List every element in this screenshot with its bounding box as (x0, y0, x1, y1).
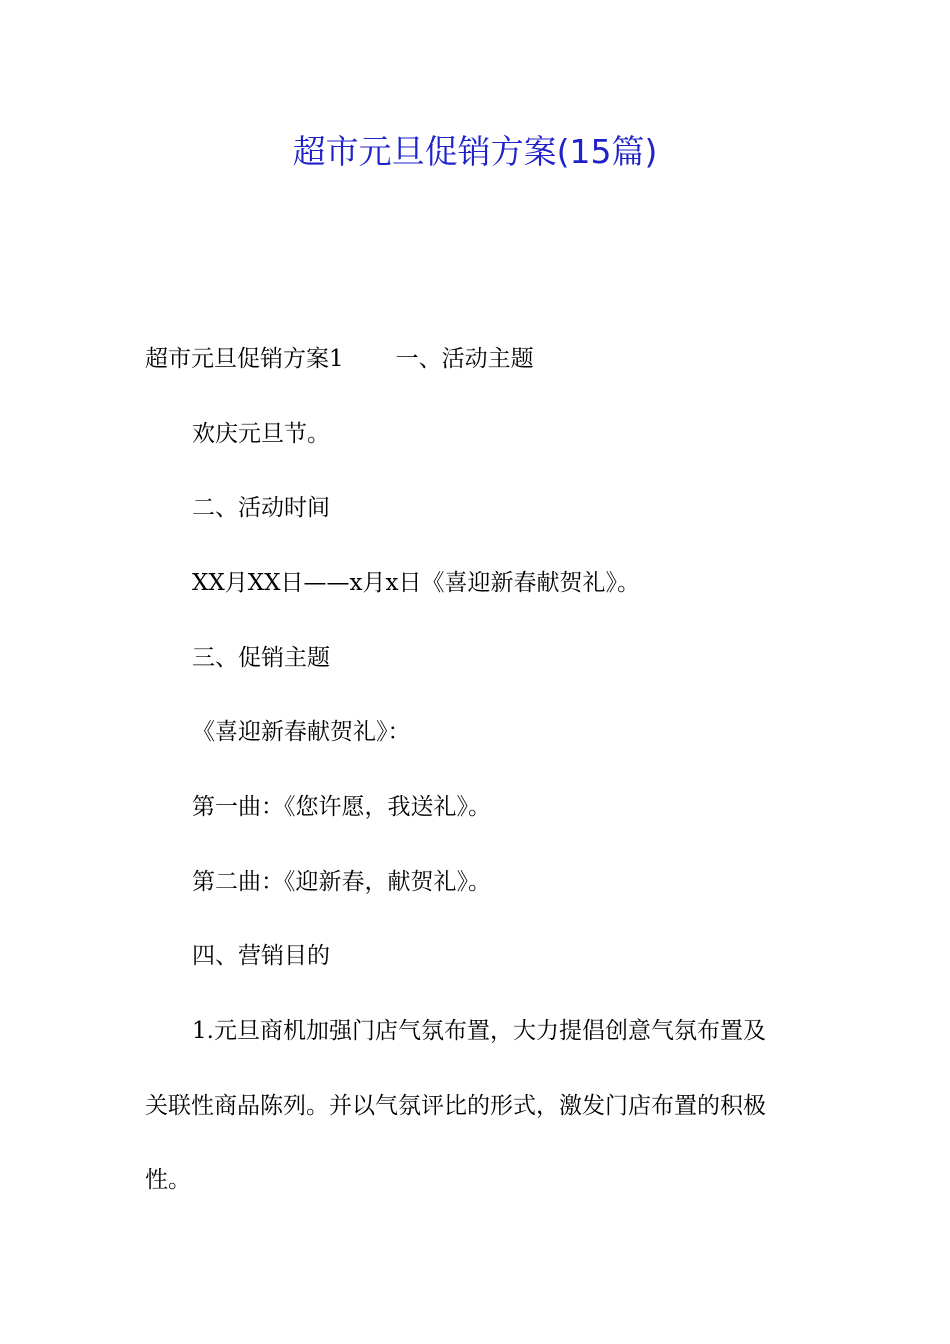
body-line-8: 四、营销目的 (192, 943, 330, 969)
section-heading-line (145, 343, 534, 375)
body-line-7: 第二曲：《迎新春，献贺礼》。 (192, 869, 491, 895)
paragraph-1-line-3: 性。 (145, 1167, 191, 1193)
body-line-4: 三、促销主题 (192, 645, 330, 671)
body-line-5: 《喜迎新春献贺礼》： (192, 719, 411, 745)
body-line-6: 第一曲：《您许愿，我送礼》。 (192, 794, 491, 820)
paragraph-1-line-2: 关联性商品陈列。并以气氛评比的形式，激发门店布置的积极 (145, 1093, 766, 1119)
paragraph-1-line-1: 1.元旦商机加强门店气氛布置，大力提倡创意气氛布置及 (192, 1018, 766, 1044)
document-title: 超市元旦促销方案(15篇) (292, 132, 658, 171)
section-heading: 超市元旦促销方案1 (145, 346, 344, 372)
body-line-1: 欢庆元旦节。 (192, 421, 330, 447)
body-line-2: 二、活动时间 (192, 495, 330, 521)
section-first-item: 一、活动主题 (395, 346, 534, 372)
body-line-3: XX月XX日——x月x日《喜迎新春献贺礼》。 (192, 570, 640, 596)
